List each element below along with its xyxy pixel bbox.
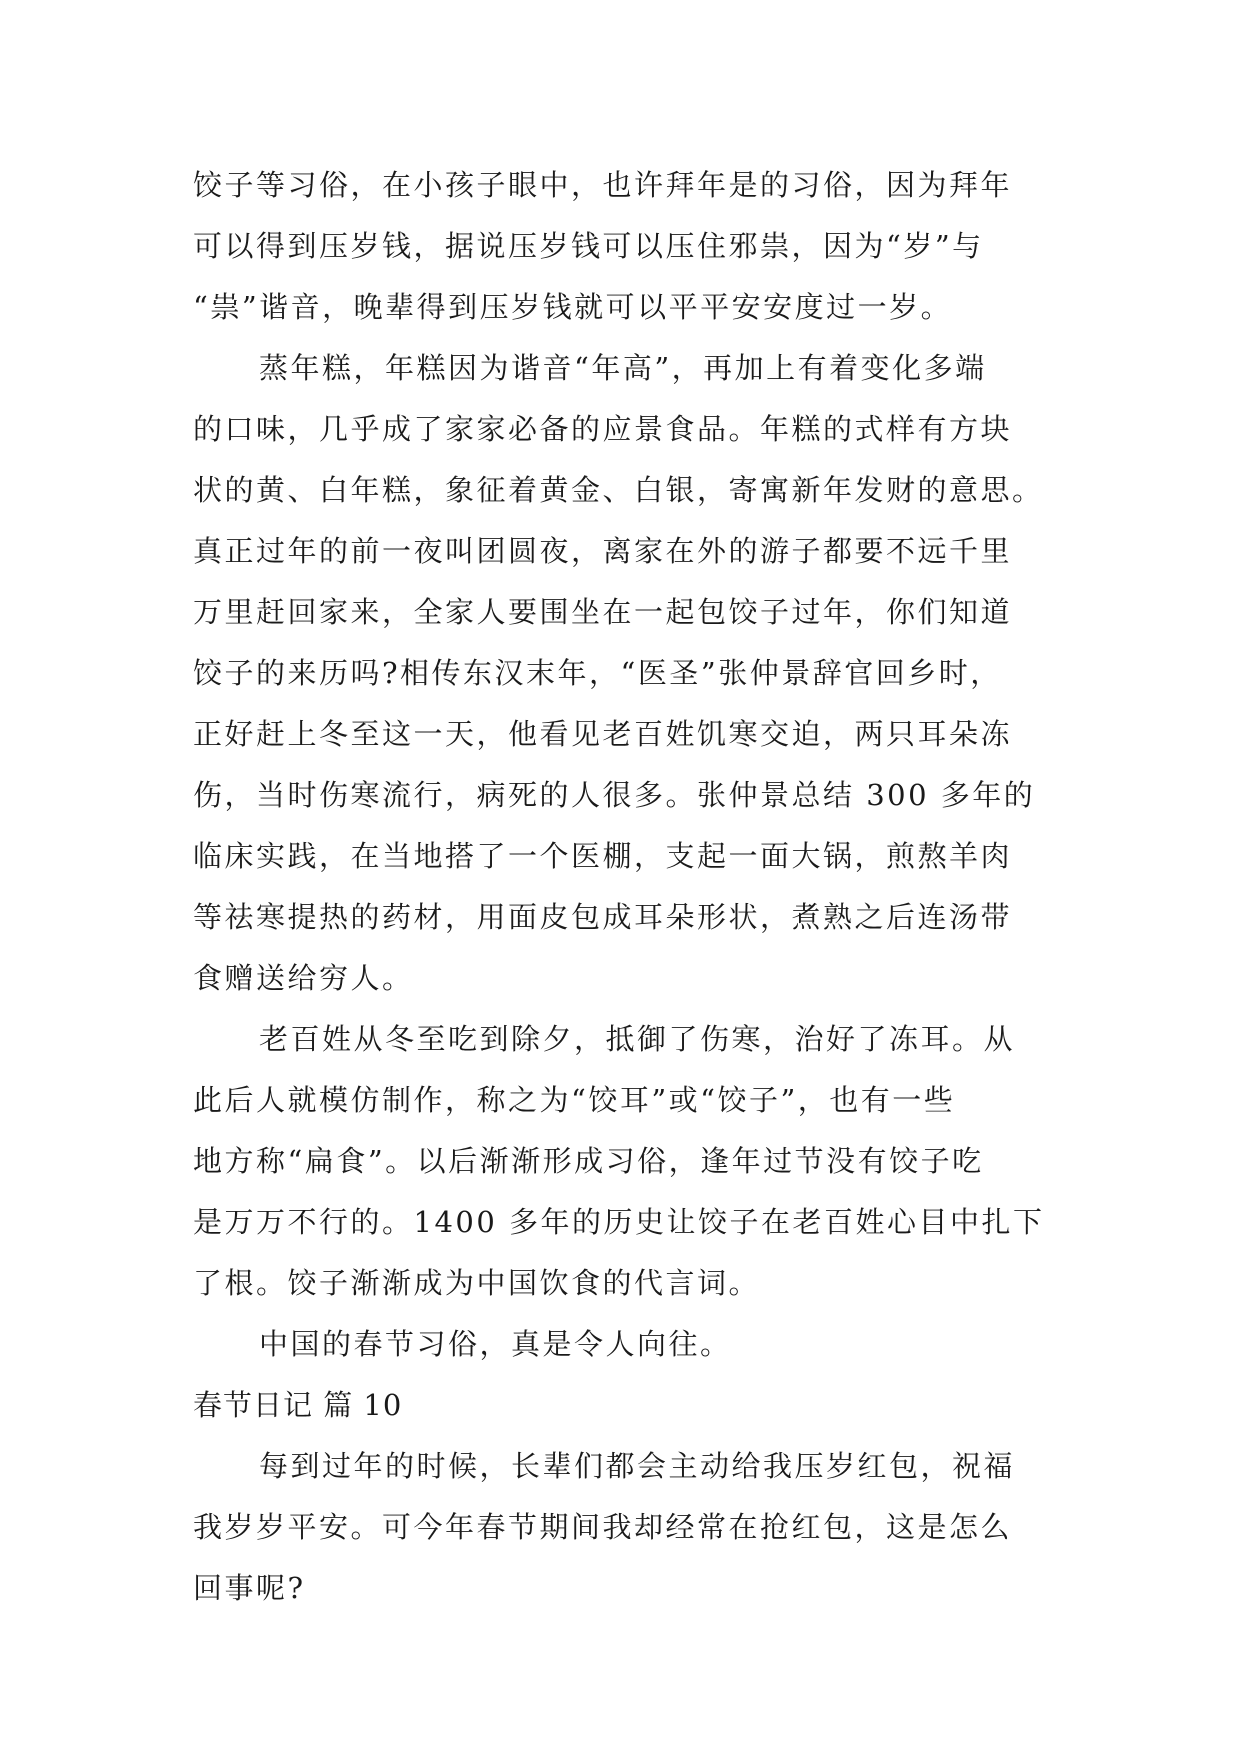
text-line: 伤，当时伤寒流行，病死的人很多。张仲景总结 300 多年的 [193, 778, 1036, 812]
text-line: 等祛寒提热的药材，用面皮包成耳朵形状，煮熟之后连汤带 [193, 900, 1013, 934]
text-line: 真正过年的前一夜叫团圆夜，离家在外的游子都要不远千里 [193, 534, 1013, 568]
text-line: 食赠送给穷人。 [193, 961, 414, 995]
document-body [193, 155, 1051, 1619]
text-line: 我岁岁平安。可今年春节期间我却经常在抢红包，这是怎么 [193, 1510, 1013, 1544]
text-line: 临床实践，在当地搭了一个医棚，支起一面大锅，煎熬羊肉 [193, 839, 1013, 873]
text-line: 饺子等习俗，在小孩子眼中，也许拜年是的习俗，因为拜年 [193, 168, 1013, 202]
paragraph-start-line: 中国的春节习俗，真是令人向往。 [259, 1327, 732, 1361]
text-line: 正好赶上冬至这一天，他看见老百姓饥寒交迫，两只耳朵冻 [193, 717, 1013, 751]
text-line: 状的黄、白年糕，象征着黄金、白银，寄寓新年发财的意思。 [193, 473, 1044, 507]
text-line: 地方称“扁食”。以后渐渐形成习俗，逢年过节没有饺子吃 [193, 1144, 984, 1178]
text-line: 饺子的来历吗?相传东汉末年，“医圣”张仲景辞官回乡时， [193, 656, 1002, 690]
paragraph-start-line: 老百姓从冬至吃到除夕，抵御了伤寒，治好了冻耳。从 [259, 1022, 1016, 1056]
text-line: 万里赶回家来，全家人要围坐在一起包饺子过年，你们知道 [193, 595, 1013, 629]
paragraph-start-line: 蒸年糕，年糕因为谐音“年高”，再加上有着变化多端 [259, 351, 987, 385]
text-line: 可以得到压岁钱，据说压岁钱可以压住邪祟，因为“岁”与 [193, 229, 984, 263]
text-line: 是万万不行的。1400 多年的历史让饺子在老百姓心目中扎下 [193, 1205, 1045, 1239]
paragraph-start-line: 每到过年的时候，长辈们都会主动给我压岁红包，祝福 [259, 1449, 1016, 1483]
text-line: 回事呢? [193, 1571, 306, 1605]
section-heading: 春节日记 篇 10 [193, 1388, 403, 1422]
text-line: “祟”谐音，晚辈得到压岁钱就可以平平安安度过一岁。 [193, 290, 953, 324]
text-line: 此后人就模仿制作，称之为“饺耳”或“饺子”，也有一些 [193, 1083, 956, 1117]
text-line: 的口味，几乎成了家家必备的应景食品。年糕的式样有方块 [193, 412, 1013, 446]
text-line: 了根。饺子渐渐成为中国饮食的代言词。 [193, 1266, 761, 1300]
